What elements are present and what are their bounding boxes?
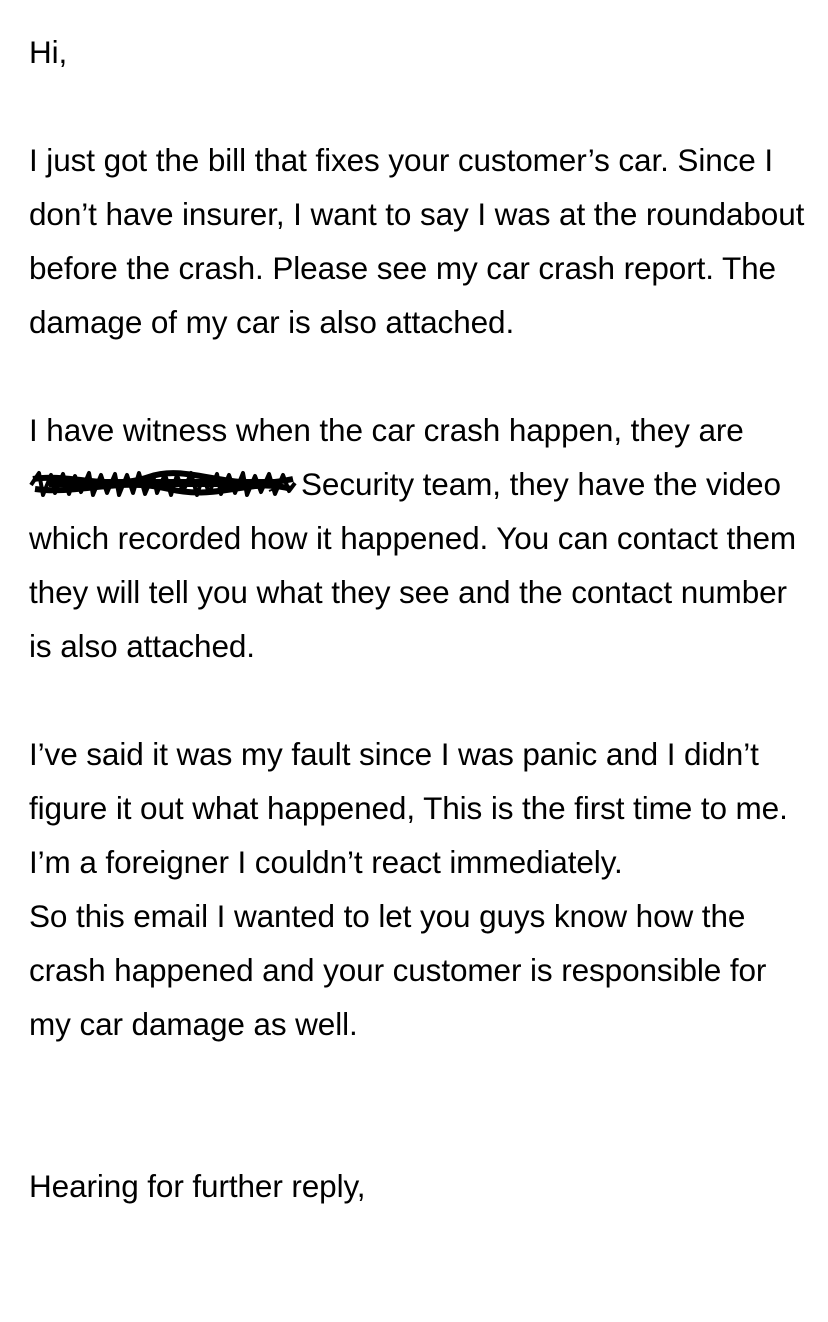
paragraph-witness (29, 403, 809, 673)
redaction-scribble (29, 469, 297, 499)
paragraph-fault: I’ve said it was my fault since I was panic and I didn’t figure it out what happened, This is the first time to me. I’m a foreigner I couldn’t react immediately. (29, 736, 788, 880)
witness-text-before: I have witness when the car crash happen, they are (29, 412, 744, 448)
email-body (29, 25, 809, 1213)
paragraph-spacer (29, 673, 809, 727)
paragraph-spacer (29, 1051, 809, 1159)
paragraph-bill: I just got the bill that fixes your customer’s car. Since I don’t have insurer, I want to say I was at the roundabout before the crash. Please see my car crash report. The damage of my car is also attached. (29, 142, 805, 340)
paragraph-purpose: So this email I wanted to let you guys know how the crash happened and your customer is responsible for my car damage as well. (29, 898, 767, 1042)
paragraph-spacer (29, 79, 809, 133)
witness-text-after: Security team, they have the video which recorded how it happened. You can contact them they will tell you what they see and the contact number is also attached. (29, 466, 797, 664)
greeting: Hi, (29, 34, 68, 70)
paragraph-spacer (29, 349, 809, 403)
closing-line: Hearing for further reply, (29, 1168, 366, 1204)
